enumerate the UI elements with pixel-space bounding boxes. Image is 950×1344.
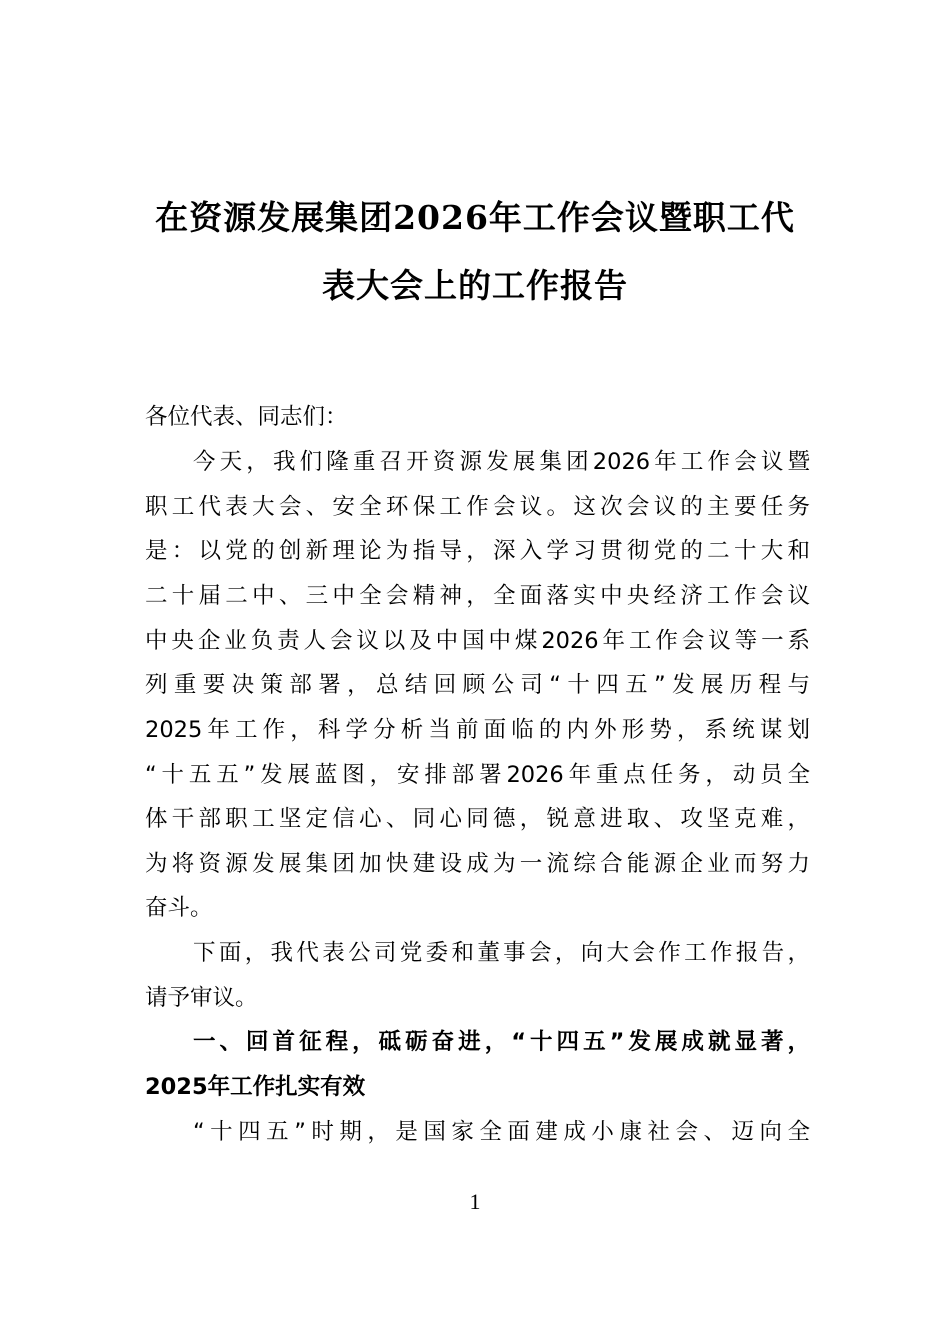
paragraph-1-line-2: 职工代表大会、安全环保工作会议。这次会议的主要任务: [145, 494, 810, 520]
paragraph-2-line-1: 下面，我代表公司党委和董事会，向大会作工作报告，: [193, 940, 810, 966]
paragraph-1-line-11: 奋斗。: [145, 895, 213, 921]
page-number: 1: [469, 1189, 481, 1214]
paragraph-3-line-1: “十四五”时期，是国家全面建成小康社会、迈向全: [193, 1119, 810, 1145]
paragraph-1-line-3: 是：以党的创新理论为指导，深入学习贯彻党的二十大和: [145, 538, 810, 564]
section-1-heading-line-1: 一、回首征程，砥砺奋进，“十四五”发展成就显著，: [193, 1029, 810, 1055]
paragraph-1-line-9: 体干部职工坚定信心、同心同德，锐意进取、攻坚克难，: [145, 806, 810, 832]
document-title-line-1: 在资源发展集团2026年工作会议暨职工代: [155, 198, 795, 237]
paragraph-1-line-5: 中央企业负责人会议以及中国中煤2026年工作会议等一系: [145, 628, 810, 654]
paragraph-1-line-10: 为将资源发展集团加快建设成为一流综合能源企业而努力: [145, 851, 810, 877]
paragraph-1-line-7: 2025年工作，科学分析当前面临的内外形势，系统谋划: [145, 717, 810, 743]
paragraph-2-line-2: 请予审议。: [145, 985, 258, 1011]
document-title-line-2: 表大会上的工作报告: [322, 266, 628, 305]
paragraph-1-line-6: 列重要决策部署，总结回顾公司“十四五”发展历程与: [145, 672, 810, 698]
section-1-heading-line-2: 2025年工作扎实有效: [145, 1074, 366, 1100]
paragraph-1-line-8: “十五五”发展蓝图，安排部署2026年重点任务，动员全: [145, 762, 810, 788]
paragraph-1-line-4: 二十届二中、三中全会精神，全面落实中央经济工作会议: [145, 583, 810, 609]
paragraph-1-line-1: 今天，我们隆重召开资源发展集团2026年工作会议暨: [193, 449, 810, 475]
salutation: 各位代表、同志们：: [145, 404, 348, 430]
